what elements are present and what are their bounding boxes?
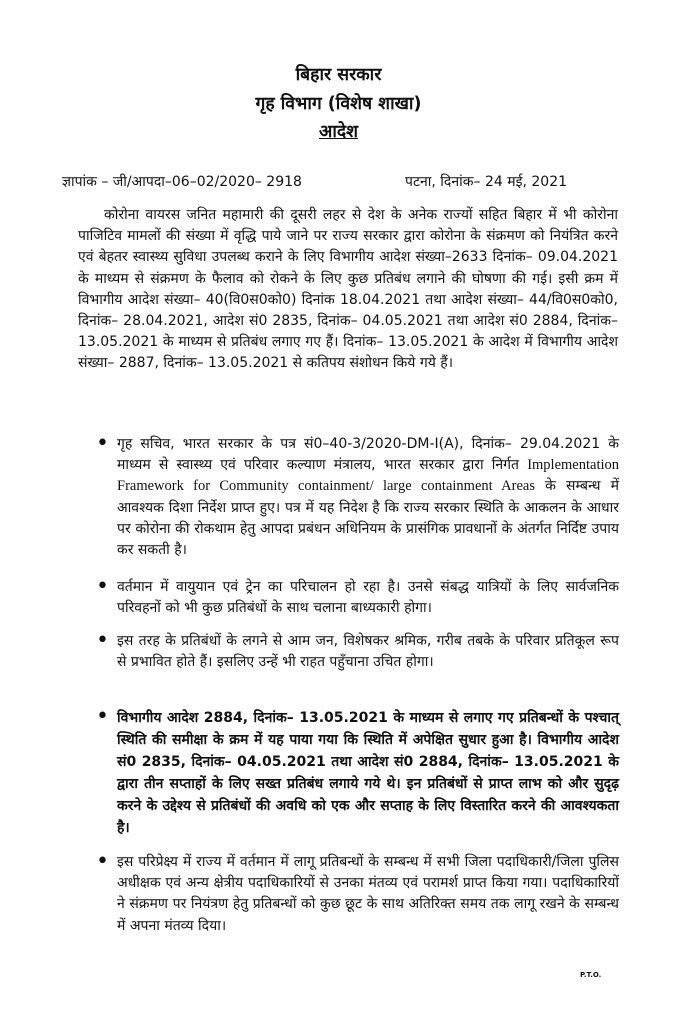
pto-note: P.T.O. [580, 971, 602, 979]
bullet-marker-4: • [96, 704, 109, 729]
bullet-item-1 [117, 434, 619, 561]
bullet-1-text-a: गृह सचिव, भारत सरकार के पत्र सं0–40-3/2020-DM-I(A), दिनांक– 29.04.2021 के माध्यम से स्वास्थ्य एवं परिवार कल्याण मंत्रालय, भारत सरकार द्वारा निर्गत [117, 436, 619, 474]
bullet-1-english-text: Implementation Framework for Community containment/ large containment Areas [117, 457, 619, 495]
bullet-marker-5: • [96, 849, 109, 874]
bullet-marker-1: • [96, 431, 109, 456]
government-title: बिहार सरकार [295, 65, 382, 85]
memo-number: ज्ञापांक – जी/आपदा–06–02/2020– 2918 [62, 174, 302, 190]
bullet-item-5: इस परिप्रेक्ष्य में राज्य में वर्तमान में लागू प्रतिबन्धों के सम्बन्ध में सभी जिला पदाधिकारी/जिला पुलिस अधीक्षक एवं अन्य क्षेत्रीय पदाधिकारियों से उनका मंतव्य एवं परामर्श प्राप्त किया गया। पदाधिकारियों ने संक्रमण पर नियंत्रण हेतु प्रतिबन्धों को कुछ छूट के साथ अतिरिक्त समय तक लागू रखने के सम्बन्ध में अपना मंतव्य दिया। [117, 854, 619, 934]
order-title: आदेश [318, 122, 359, 142]
place-date: पटना, दिनांक– 24 मई, 2021 [405, 174, 568, 190]
bullet-item-2: वर्तमान में वायुयान एवं ट्रेन का परिचालन हो रहा है। उनसे संबद्ध यात्रियों के लिए सार्वजनिक परिवहनों को भी कुछ प्रतिबंधों के साथ चलाना बाध्यकारी होगा। [117, 579, 619, 617]
intro-paragraph: कोरोना वायरस जनित महामारी की दूसरी लहर से देश के अनेक राज्यों सहित बिहार में भी कोरोना पाजिटिव मामलों की संख्या में वृद्धि पाये जाने पर राज्य सरकार द्वारा कोरोना के संक्रमण को नियंत्रित करने एवं बेहतर स्वास्थ्य सुविधा उपलब्ध कराने के लिए विभागीय आदेश संख्या–2633 दिनांक– 09.04.2021 के माध्यम से संक्रमण के फैलाव को रोकने के लिए कुछ प्रतिबंध लगाने की घोषणा की गई। इसी क्रम में विभागीय आदेश संख्या– 40(वि0स0को0) दिनांक 18.04.2021 तथा आदेश संख्या– 44/वि0स0को0, दिनांक– 28.04.2021, आदेश सं0 2835, दिनांक– 04.05.2021 तथा आदेश सं0 2884, दिनांक– 13.05.2021 के माध्यम से प्रतिबंध लगाए गए हैं। दिनांक– 13.05.2021 के आदेश में विभागीय आदेश संख्या– 2887, दिनांक– 13.05.2021 से कतिपय संशोधन किये गये हैं। [78, 207, 618, 372]
bullet-marker-2: • [96, 574, 109, 599]
bullet-marker-3: • [96, 628, 109, 653]
bullet-item-3: इस तरह के प्रतिबंधों के लगने से आम जन, विशेषकर श्रमिक, गरीब तबके के परिवार प्रतिकूल रूप से प्रभावित होते हैं। इसलिए उन्हें भी राहत पहुँचाना उचित होगा। [117, 633, 619, 671]
bullet-1-text-b: के सम्बन्ध में आवश्यक दिशा निर्देश प्राप्त हुए। पत्र में यह निदेश है कि राज्य सरकार स्थिति के आकलन के आधार पर कोरोना की रोकथाम हेतु आपदा प्रबंधन अधिनियम के प्रासंगिक प्रावधानों के अंतर्गत निर्दिष्ट उपाय कर सकती है। [117, 478, 619, 559]
bullet-item-4: विभागीय आदेश 2884, दिनांक– 13.05.2021 के माध्यम से लगाए गए प्रतिबन्धों के पश्चात् स्थिति की समीक्षा के क्रम में यह पाया गया कि स्थिति में अपेक्षित सुधार हुआ है। विभागीय आदेश सं0 2835, दिनांक– 04.05.2021 तथा आदेश सं0 2884, दिनांक– 13.05.2021 के द्वारा तीन सप्ताहों के लिए सख्त प्रतिबंध लगाये गये थे। इन प्रतिबंधों से प्राप्त लाभ को और सुदृढ़ करने के उद्देश्य से प्रतिबंधों की अवधि को एक और सप्ताह के लिए विस्तारित करने की आवश्यकता है। [117, 710, 619, 836]
department-title: गृह विभाग (विशेष शाखा) [255, 94, 422, 114]
